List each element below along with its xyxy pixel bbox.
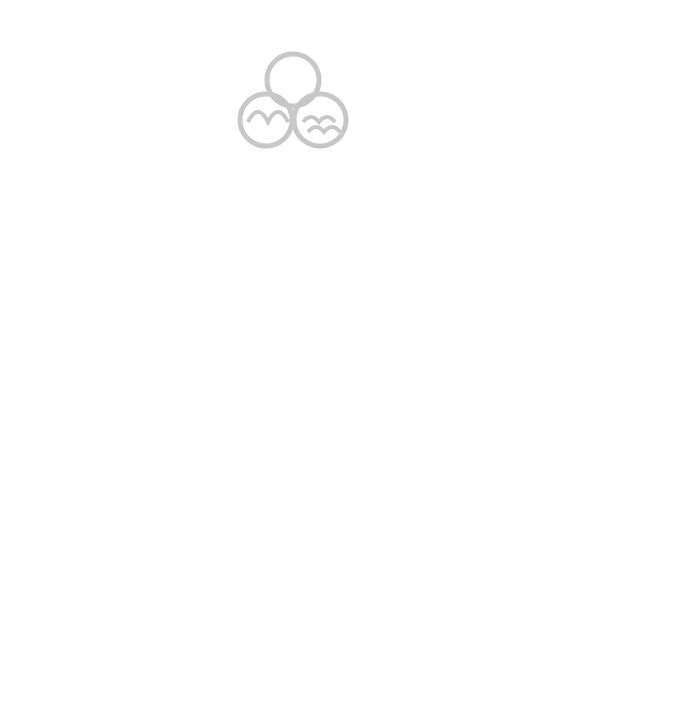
mdeq-logo-icon xyxy=(228,50,358,160)
footer-watermark-row xyxy=(0,700,697,715)
mdeq-watermark xyxy=(228,50,358,210)
